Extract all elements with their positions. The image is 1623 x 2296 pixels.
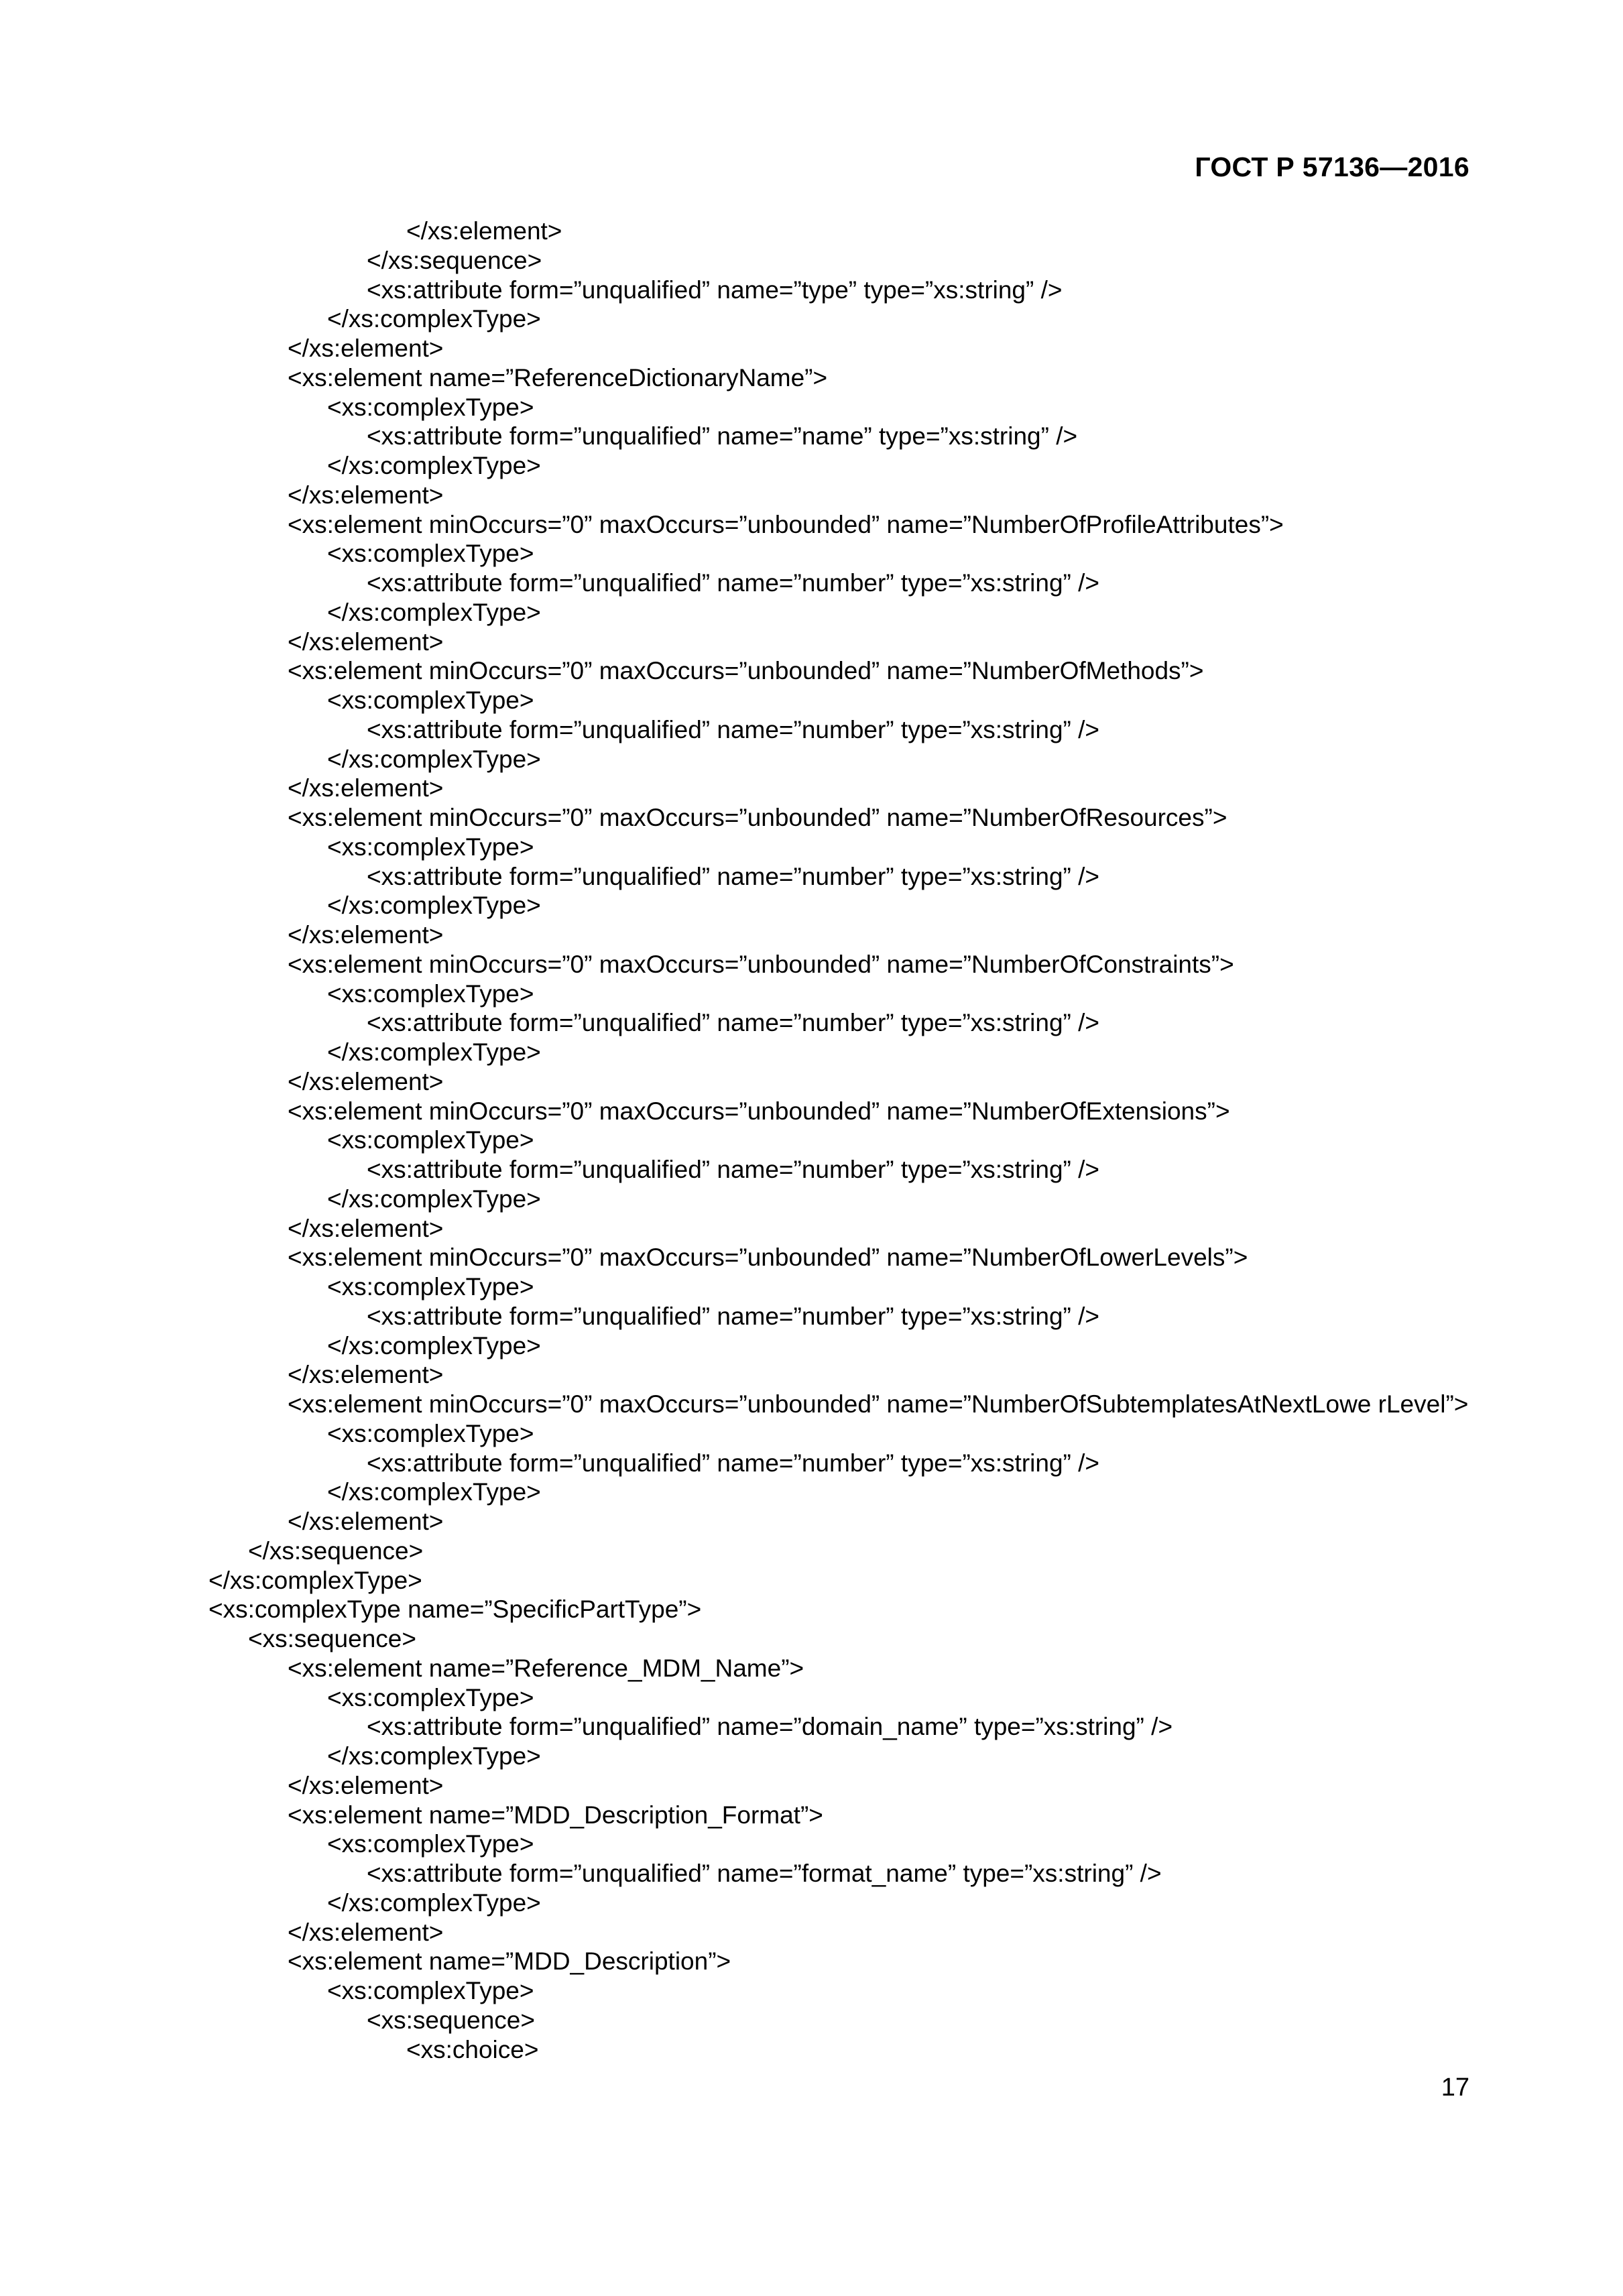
code-line: <xs:element name=”ReferenceDictionaryName”> bbox=[288, 363, 828, 391]
page-number: 17 bbox=[1441, 2073, 1469, 2102]
code-line: </xs:sequence> bbox=[367, 246, 542, 274]
code-line: <xs:element minOccurs=”0” maxOccurs=”unbounded” name=”NumberOfExtensions”> bbox=[288, 1097, 1230, 1125]
code-line: </xs:complexType> bbox=[327, 1038, 541, 1066]
code-line: </xs:element> bbox=[406, 217, 562, 245]
code-line: </xs:element> bbox=[288, 481, 444, 509]
code-line: </xs:sequence> bbox=[248, 1536, 424, 1565]
code-line: </xs:element> bbox=[288, 774, 444, 802]
code-line: <xs:element minOccurs=”0” maxOccurs=”unbounded” name=”NumberOfLowerLevels”> bbox=[288, 1244, 1248, 1272]
code-line: </xs:complexType> bbox=[327, 892, 541, 920]
code-line: <xs:element name=”MDD_Description”> bbox=[288, 1947, 731, 1976]
code-line: <xs:element name=”MDD_Description_Format”> bbox=[288, 1801, 823, 1829]
code-line: <xs:attribute form=”unqualified” name=”number” type=”xs:string” /> bbox=[367, 1156, 1100, 1183]
code-line: <xs:complexType> bbox=[327, 1683, 534, 1711]
code-line: <xs:complexType> bbox=[327, 540, 534, 568]
code-line: </xs:complexType> bbox=[327, 1478, 541, 1506]
code-line: <xs:element minOccurs=”0” maxOccurs=”unbounded” name=”NumberOfProfileAttributes”> bbox=[288, 510, 1284, 538]
code-line: <xs:complexType> bbox=[327, 393, 534, 421]
code-line: <xs:complexType> bbox=[327, 1126, 534, 1154]
code-line: <xs:element minOccurs=”0” maxOccurs=”unbounded” name=”NumberOfResources”> bbox=[288, 804, 1227, 831]
code-line: </xs:element> bbox=[288, 335, 444, 362]
code-line: <xs:attribute form=”unqualified” name=”domain_name” type=”xs:string” /> bbox=[367, 1713, 1173, 1741]
code-line: <xs:element minOccurs=”0” maxOccurs=”unbounded” name=”NumberOfConstraints”> bbox=[288, 950, 1234, 978]
code-line: </xs:complexType> bbox=[327, 1742, 541, 1770]
code-line: <xs:element name=”Reference_MDM_Name”> bbox=[288, 1654, 804, 1682]
code-line: <xs:attribute form=”unqualified” name=”format_name” type=”xs:string” /> bbox=[367, 1860, 1162, 1887]
code-line: <xs:attribute form=”unqualified” name=”number” type=”xs:string” /> bbox=[367, 715, 1100, 743]
code-line: </xs:complexType> bbox=[208, 1566, 422, 1594]
code-line: <xs:complexType> bbox=[327, 686, 534, 714]
code-line: <xs:complexType> bbox=[327, 1977, 534, 2004]
code-line: <xs:attribute form=”unqualified” name=”number” type=”xs:string” /> bbox=[367, 1009, 1100, 1037]
code-line: <xs:attribute form=”unqualified” name=”number” type=”xs:string” /> bbox=[367, 862, 1100, 890]
code-line: </xs:element> bbox=[288, 921, 444, 949]
code-line: </xs:element> bbox=[288, 1918, 444, 1946]
code-line: <xs:complexType> bbox=[327, 833, 534, 861]
code-line: <xs:attribute form=”unqualified” name=”type” type=”xs:string” /> bbox=[367, 276, 1063, 304]
code-line: <xs:element minOccurs=”0” maxOccurs=”unbounded” name=”NumberOfSubtemplatesAtNextLowe rLevel”> bbox=[288, 1390, 1469, 1418]
code-line: <xs:complexType> bbox=[327, 1273, 534, 1301]
code-line: <xs:complexType> bbox=[327, 1419, 534, 1447]
code-line: </xs:complexType> bbox=[327, 305, 541, 333]
code-line: </xs:complexType> bbox=[327, 1888, 541, 1917]
code-line: <xs:attribute form=”unqualified” name=”name” type=”xs:string” /> bbox=[367, 422, 1078, 450]
code-line: </xs:element> bbox=[288, 1508, 444, 1535]
code-line: </xs:complexType> bbox=[327, 1185, 541, 1213]
code-line: </xs:complexType> bbox=[327, 598, 541, 626]
code-line: <xs:attribute form=”unqualified” name=”number” type=”xs:string” /> bbox=[367, 1302, 1100, 1330]
code-line: <xs:complexType> bbox=[327, 979, 534, 1008]
document-id-header: ГОСТ Р 57136—2016 bbox=[1195, 152, 1469, 182]
code-line: <xs:sequence> bbox=[367, 2006, 535, 2034]
code-line: </xs:element> bbox=[288, 1771, 444, 1799]
code-line: </xs:complexType> bbox=[327, 452, 541, 479]
code-line: <xs:attribute form=”unqualified” name=”number” type=”xs:string” /> bbox=[367, 569, 1100, 597]
code-line: </xs:complexType> bbox=[327, 745, 541, 773]
code-line: </xs:element> bbox=[288, 1067, 444, 1095]
code-line: </xs:element> bbox=[288, 1361, 444, 1389]
code-line: </xs:complexType> bbox=[327, 1331, 541, 1360]
code-line: <xs:complexType name=”SpecificPartType”> bbox=[208, 1595, 702, 1624]
code-line: </xs:element> bbox=[288, 1214, 444, 1242]
code-line: <xs:sequence> bbox=[248, 1625, 416, 1652]
code-line: <xs:complexType> bbox=[327, 1830, 534, 1858]
code-line: <xs:choice> bbox=[406, 2035, 539, 2063]
code-line: </xs:element> bbox=[288, 627, 444, 656]
code-line: <xs:attribute form=”unqualified” name=”number” type=”xs:string” /> bbox=[367, 1449, 1100, 1477]
code-line: <xs:element minOccurs=”0” maxOccurs=”unbounded” name=”NumberOfMethods”> bbox=[288, 657, 1204, 685]
